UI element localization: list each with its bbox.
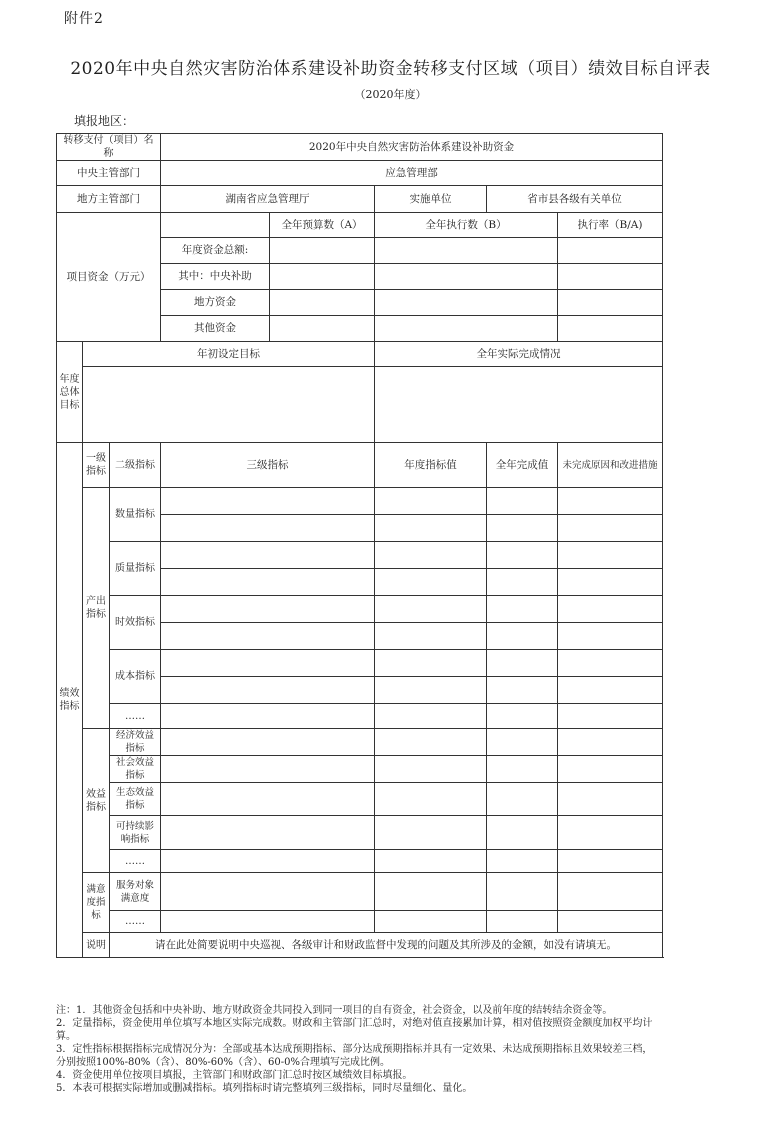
col-level1-header: 一级指标 <box>83 443 110 488</box>
indicator-cell[interactable] <box>375 542 487 569</box>
indicator-cell[interactable] <box>375 623 487 650</box>
indicator-cell[interactable] <box>487 623 558 650</box>
central-execution-cell[interactable] <box>375 264 558 290</box>
social-benefit-label: 社会效益指标 <box>110 756 161 783</box>
col-initial-goal-header: 年初设定目标 <box>83 342 375 367</box>
indicator-cell[interactable] <box>558 569 663 596</box>
quality-indicator-label: 质量指标 <box>110 542 161 596</box>
indicator-cell[interactable] <box>487 569 558 596</box>
col-annual-value-header: 年度指标值 <box>375 443 487 488</box>
indicator-cell[interactable] <box>375 783 487 816</box>
col-execution-header: 全年执行数（B） <box>375 213 558 238</box>
indicator-cell[interactable] <box>161 542 375 569</box>
col-level2-header: 二级指标 <box>110 443 161 488</box>
footnotes <box>56 1004 662 1095</box>
indicator-cell[interactable] <box>161 873 375 911</box>
timeliness-indicator-label: 时效指标 <box>110 596 161 650</box>
ecological-benefit-label: 生态效益指标 <box>110 783 161 816</box>
indicator-cell[interactable] <box>487 783 558 816</box>
indicator-cell[interactable] <box>375 850 487 873</box>
indicator-cell[interactable] <box>558 816 663 850</box>
indicator-cell[interactable] <box>487 542 558 569</box>
indicator-cell[interactable] <box>558 596 663 623</box>
transfer-name-value[interactable]: 2020年中央自然灾害防治体系建设补助资金 <box>161 134 663 161</box>
satisfaction-more-label: …… <box>110 911 161 933</box>
indicator-cell[interactable] <box>375 729 487 756</box>
central-dept-label: 中央主管部门 <box>57 161 161 186</box>
indicator-cell[interactable] <box>375 911 487 933</box>
indicator-cell[interactable] <box>487 488 558 515</box>
attachment-label: 附件2 <box>64 11 104 27</box>
page-title: 2020年中央自然灾害防治体系建设补助资金转移支付区域（项目）绩效目标自评表 <box>70 59 711 79</box>
footnote-4: 4．资金使用单位按项目填报，主管部门和财政部门汇总时按区域绩效目标填报。 <box>56 1070 413 1081</box>
indicator-cell[interactable] <box>487 911 558 933</box>
quantity-indicator-label: 数量指标 <box>110 488 161 542</box>
indicator-cell[interactable] <box>375 650 487 677</box>
local-dept-value[interactable]: 湖南省应急管理厅 <box>161 186 375 213</box>
funds-header-blank <box>161 213 270 238</box>
indicator-cell[interactable] <box>487 850 558 873</box>
indicator-cell[interactable] <box>161 596 375 623</box>
indicator-cell[interactable] <box>558 677 663 704</box>
other-execution-cell[interactable] <box>375 316 558 342</box>
indicator-cell[interactable] <box>161 729 375 756</box>
indicator-cell[interactable] <box>558 729 663 756</box>
central-rate-cell[interactable] <box>558 264 663 290</box>
sustainability-benefit-label: 可持续影响指标 <box>110 816 161 850</box>
indicator-cell[interactable] <box>375 596 487 623</box>
indicator-cell[interactable] <box>558 873 663 911</box>
indicator-cell[interactable] <box>487 729 558 756</box>
indicator-cell[interactable] <box>558 515 663 542</box>
indicator-cell[interactable] <box>558 623 663 650</box>
economic-benefit-label: 经济效益指标 <box>110 729 161 756</box>
local-rate-cell[interactable] <box>558 290 663 316</box>
benefit-indicators-label: 效益指标 <box>83 729 110 873</box>
year-label: （2020年度） <box>354 88 427 101</box>
indicator-cell[interactable] <box>558 783 663 816</box>
indicator-cell[interactable] <box>161 650 375 677</box>
explanation-label: 说明 <box>83 933 110 958</box>
indicator-cell[interactable] <box>375 677 487 704</box>
central-budget-cell[interactable] <box>270 264 375 290</box>
indicator-cell[interactable] <box>487 596 558 623</box>
indicator-cell[interactable] <box>487 816 558 850</box>
col-actual-goal-header: 全年实际完成情况 <box>375 342 663 367</box>
local-budget-cell[interactable] <box>270 290 375 316</box>
local-dept-label: 地方主管部门 <box>57 186 161 213</box>
indicator-cell[interactable] <box>161 515 375 542</box>
indicator-cell[interactable] <box>375 515 487 542</box>
local-execution-cell[interactable] <box>375 290 558 316</box>
indicator-cell[interactable] <box>161 816 375 850</box>
footnote-5: 5．本表可根据实际增加或删减指标。填列指标时请完整填列三级指标，同时尽量细化、量化。 <box>56 1083 473 1094</box>
impl-unit-value[interactable]: 省市县各级有关单位 <box>487 186 663 213</box>
other-rate-cell[interactable] <box>558 316 663 342</box>
evaluation-table <box>56 133 663 958</box>
indicator-cell[interactable] <box>161 756 375 783</box>
indicator-cell[interactable] <box>487 650 558 677</box>
col-reason-header: 未完成原因和改进措施 <box>558 443 663 488</box>
service-satisfaction-label: 服务对象满意度 <box>110 873 161 911</box>
col-budget-header: 全年预算数（A） <box>270 213 375 238</box>
footnote-3: 3．定性指标根据指标完成情况分为：全部或基本达成预期指标、部分达成预期指标并具有一定效果、未达成预期指标且效果较差三档，分别按照100%-80%（含）、80%-60%（含）、60-0%合理填写完成比例。 <box>56 1044 653 1068</box>
row-local-label: 地方资金 <box>161 290 270 316</box>
explanation-text[interactable]: 请在此处简要说明中央巡视、各级审计和财政监督中发现的问题及其所涉及的金额，如没有请填无。 <box>110 933 663 958</box>
indicator-cell[interactable] <box>161 488 375 515</box>
col-rate-header: 执行率（B/A) <box>558 213 663 238</box>
row-other-label: 其他资金 <box>161 316 270 342</box>
benefit-more-label: …… <box>110 850 161 873</box>
indicator-cell[interactable] <box>375 816 487 850</box>
indicator-cell[interactable] <box>558 850 663 873</box>
indicator-cell[interactable] <box>161 704 375 729</box>
initial-goal-cell[interactable] <box>83 367 375 443</box>
indicator-cell[interactable] <box>558 911 663 933</box>
output-more-label: …… <box>110 704 161 729</box>
satisfaction-indicators-label: 满意度指标 <box>83 873 110 933</box>
transfer-name-label: 转移支付（项目）名称 <box>57 134 161 161</box>
fill-region-label: 填报地区： <box>74 114 135 128</box>
footnote-1: 注：1．其他资金包括和中央补助、地方财政资金共同投入到同一项目的自有资金，社会资金，以及前年度的结转结余资金等。 <box>56 1005 613 1016</box>
indicator-cell[interactable] <box>558 756 663 783</box>
footnote-2: 2．定量指标，资金使用单位填写本地区实际完成数。财政和主管部门汇总时，对绝对值直接累加计算，相对值按照资金额度加权平均计算。 <box>56 1018 653 1042</box>
indicator-cell[interactable] <box>161 783 375 816</box>
output-indicators-label: 产出指标 <box>83 488 110 729</box>
indicator-cell[interactable] <box>161 569 375 596</box>
indicator-cell[interactable] <box>375 569 487 596</box>
indicator-cell[interactable] <box>375 873 487 911</box>
col-level3-header: 三级指标 <box>161 443 375 488</box>
indicator-cell[interactable] <box>487 704 558 729</box>
other-budget-cell[interactable] <box>270 316 375 342</box>
indicator-cell[interactable] <box>375 488 487 515</box>
total-budget-cell[interactable] <box>270 238 375 264</box>
indicator-cell[interactable] <box>558 650 663 677</box>
indicator-cell[interactable] <box>487 677 558 704</box>
indicator-cell[interactable] <box>375 756 487 783</box>
goals-section-label: 年度总体目标 <box>57 342 83 443</box>
indicator-cell[interactable] <box>558 704 663 729</box>
indicator-cell[interactable] <box>161 911 375 933</box>
funds-section-label: 项目资金（万元） <box>57 213 161 342</box>
indicator-cell[interactable] <box>161 677 375 704</box>
row-central-label: 其中：中央补助 <box>161 264 270 290</box>
total-execution-cell[interactable] <box>375 238 558 264</box>
indicator-cell[interactable] <box>487 756 558 783</box>
indicator-cell[interactable] <box>558 542 663 569</box>
total-rate-cell[interactable] <box>558 238 663 264</box>
performance-section-label: 绩效指标 <box>57 443 83 958</box>
indicator-cell[interactable] <box>487 873 558 911</box>
central-dept-value[interactable]: 应急管理部 <box>161 161 663 186</box>
indicator-cell[interactable] <box>375 704 487 729</box>
indicator-cell[interactable] <box>487 515 558 542</box>
col-complete-value-header: 全年完成值 <box>487 443 558 488</box>
row-total-label: 年度资金总额: <box>161 238 270 264</box>
actual-goal-cell[interactable] <box>375 367 663 443</box>
impl-unit-label: 实施单位 <box>375 186 487 213</box>
indicator-cell[interactable] <box>558 488 663 515</box>
indicator-cell[interactable] <box>161 850 375 873</box>
cost-indicator-label: 成本指标 <box>110 650 161 704</box>
indicator-cell[interactable] <box>161 623 375 650</box>
